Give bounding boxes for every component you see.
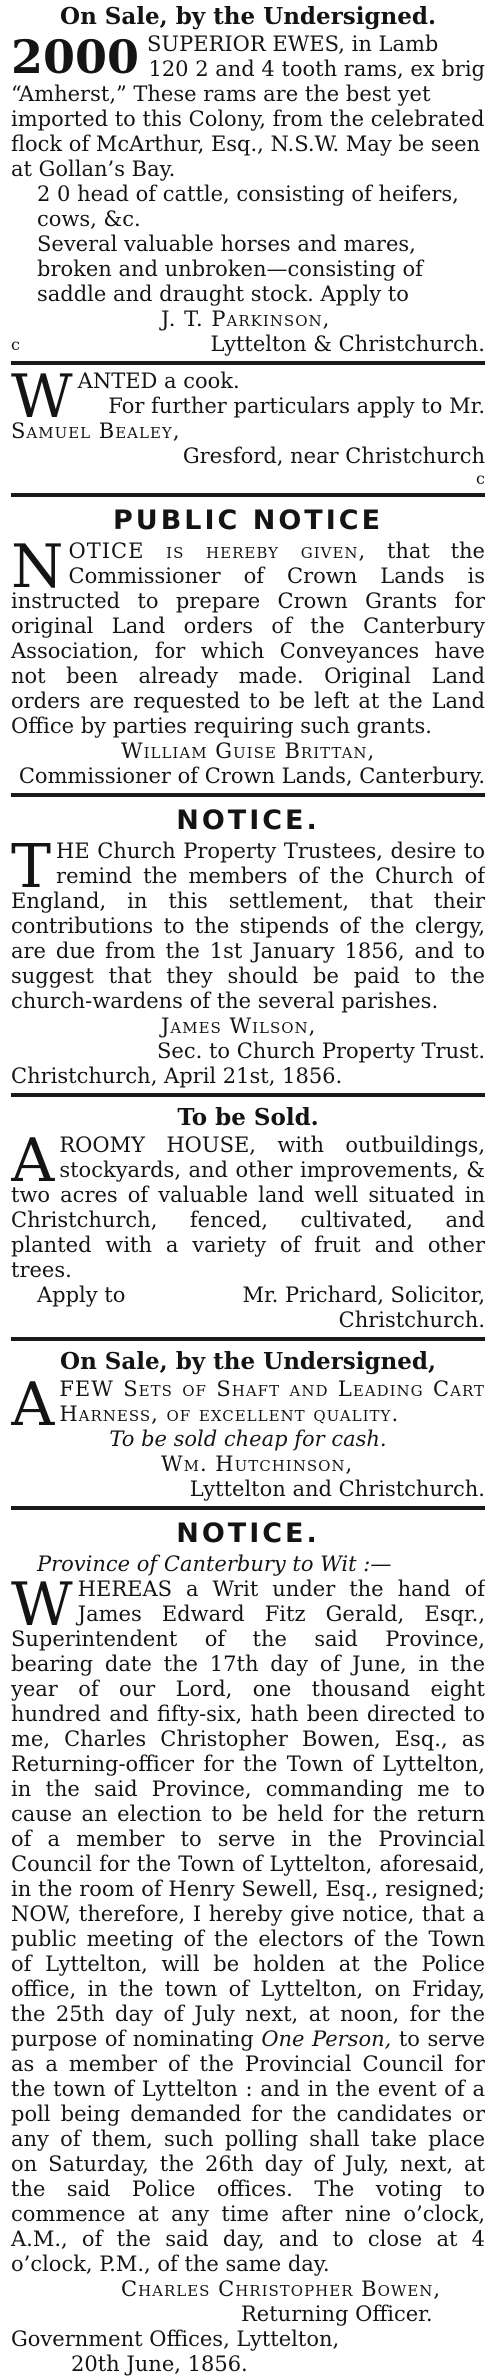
ad-house-for-sale	[11, 1101, 485, 1333]
ad-text: Several valuable horses and mares, broken and unbroken—consisting of saddle and draught stock. Apply to	[37, 232, 423, 306]
signer-name: J. T. Parkinson,	[161, 307, 331, 331]
notice-body	[11, 832, 485, 1014]
ad-text: 2 0 head of cattle, consisting of heifers, cows, &c.	[37, 182, 459, 231]
notice-lead: OTICE is hereby given,	[68, 539, 367, 563]
notice-body	[11, 532, 485, 739]
ad-church-notice	[11, 801, 485, 1089]
ad-heading: PUBLIC NOTICE	[112, 505, 384, 536]
ad-heading: On Sale, by the Undersigned.	[60, 3, 436, 30]
ad-election-notice	[11, 1514, 485, 2377]
signer-place: Lyttelton & Christchurch.	[210, 332, 485, 356]
divider	[11, 493, 485, 497]
divider	[11, 1506, 485, 1510]
drop-cap: N	[11, 532, 64, 602]
ad-harness-sale	[11, 1345, 485, 1502]
notice-text: that the Commissioner of Crown Lands is instructed to prepare Crown Grants for original Land orders of the Canterbury Association, for which Conveyances have not been already made. Original Land orders are requested to be left at the Land Office by parties requiring such grants.	[11, 539, 485, 738]
signer-name: James Wilson,	[161, 1014, 317, 1038]
ad-heading: NOTICE.	[176, 1518, 320, 1549]
province-line: Province of Canterbury to Wit :—	[37, 1552, 392, 1576]
notice-text: HEREAS a Writ under the hand of James Edward Fitz Gerald, Esqr., Superintendent of the said Province, bearing date the 17th day of June, in the year of our Lord, one thousand eight hundred and fifty-six, hath been directed to me, Charles Christopher Bowen, Esq., as Returning-officer for the Town of Lyttelton, in the said Province, commanding me to cause an election to be held for the return of a member to serve in the Provincial Council for the Town of Lyttelton, aforesaid, in the room of Henry Sewell, Esq., resigned; NOW, therefore, I hereby give notice, that a public meeting of the electors of the Town of Lyttelton, will be holden at the Police office, in the town of Lyttelton, on Friday, the 25th day of July next, at noon, for the purpose of nominating	[11, 1577, 485, 2051]
one-person: One Person,	[261, 2027, 392, 2051]
signer-title: Returning Officer.	[241, 2302, 433, 2326]
advertiser-place: Gresford, near Christchurch	[182, 444, 485, 468]
apply-line	[11, 1283, 485, 1308]
ad-line: SUPERIOR EWES, in Lamb	[147, 32, 439, 56]
divider	[11, 1093, 485, 1097]
signer-title: Commissioner of Crown Lands, Canterbury.	[18, 764, 485, 788]
drop-cap: A	[11, 1126, 55, 1196]
drop-cap: W	[11, 1570, 73, 1640]
ad-heading: NOTICE.	[176, 805, 320, 836]
ad-line: For further particulars apply to Mr.	[108, 394, 485, 418]
dateline: Government Offices, Lyttelton,	[11, 2327, 340, 2351]
notice-text: ROOMY HOUSE, with outbuildings, stockyards, and other improvements, & two acres of valuable land well situated in Christchurch, fenced, cultivated, and planted with a variety of fruit and other trees.	[11, 1133, 485, 1282]
divider	[11, 361, 485, 365]
drop-cap: T	[11, 832, 52, 902]
signer-place: Christchurch.	[338, 1308, 485, 1332]
ad-heading: On Sale, by the Undersigned,	[60, 1348, 436, 1375]
advertiser-name: Samuel Bealey,	[11, 419, 181, 443]
ad-heading: To be Sold.	[177, 1104, 319, 1131]
notice-body	[11, 1570, 485, 2277]
notice-body	[11, 1126, 485, 1283]
signer-name: William Guise Brittan,	[121, 739, 376, 763]
ad-line: 120 2 and 4 tooth rams, ex brig	[148, 57, 485, 81]
signer-name: Wm. Hutchinson,	[161, 1452, 354, 1476]
newspaper-column	[11, 0, 485, 2377]
notice-text: HE Church Property Trustees, desire to remind the members of the Church of England, in this settlement, that their contributions to the stipends of the clergy, are due from the 1st January 1856, and to suggest that they should be paid to the church-wardens of the several parishes.	[11, 839, 485, 1013]
ad-line: ANTED a cook.	[77, 369, 240, 393]
quantity-number: 2000	[11, 30, 140, 84]
signer-name: Mr. Prichard, Solicitor,	[242, 1283, 485, 1307]
notice-text: to serve as a member of the Provincial Council for the town of Lyttelton : and in the event of a poll being demanded for the candidates or any of them, such polling shall take place on Saturday, the 26th day of July, next, at the said Police offices. The voting to commence at any time after nine o’clock, A.M., of the said day, and to close at 4 o’clock, P.M., of the same day.	[11, 2027, 485, 2276]
drop-cap: W	[11, 369, 73, 432]
signer-title: Sec. to Church Property Trust.	[157, 1039, 485, 1063]
ad-mark: c	[476, 469, 485, 488]
ad-public-notice	[11, 501, 485, 789]
ad-mark: c	[11, 335, 20, 354]
ad-sale-ewes	[11, 0, 485, 357]
ad-text: “Amherst,” These rams are the best yet imported to this Colony, from the celebrated flock of McArthur, Esq., N.S.W. May be seen at Gollan’s Bay.	[11, 82, 485, 181]
signer-place: Lyttelton and Christchurch.	[189, 1477, 485, 1501]
dateline: 20th June, 1856.	[71, 2352, 248, 2376]
divider	[11, 793, 485, 797]
notice-text: FEW Sets of Shaft and Leading Cart Harness, of excellent quality.	[59, 1377, 485, 1426]
divider	[11, 1337, 485, 1341]
dateline: Christchurch, April 21st, 1856.	[11, 1064, 343, 1088]
signer-name: Charles Christopher Bowen,	[121, 2277, 442, 2301]
apply-label: Apply to	[37, 1283, 126, 1307]
drop-cap: A	[11, 1370, 55, 1440]
ad-wanted-cook	[11, 369, 485, 489]
italic-line: To be sold cheap for cash.	[109, 1427, 387, 1451]
